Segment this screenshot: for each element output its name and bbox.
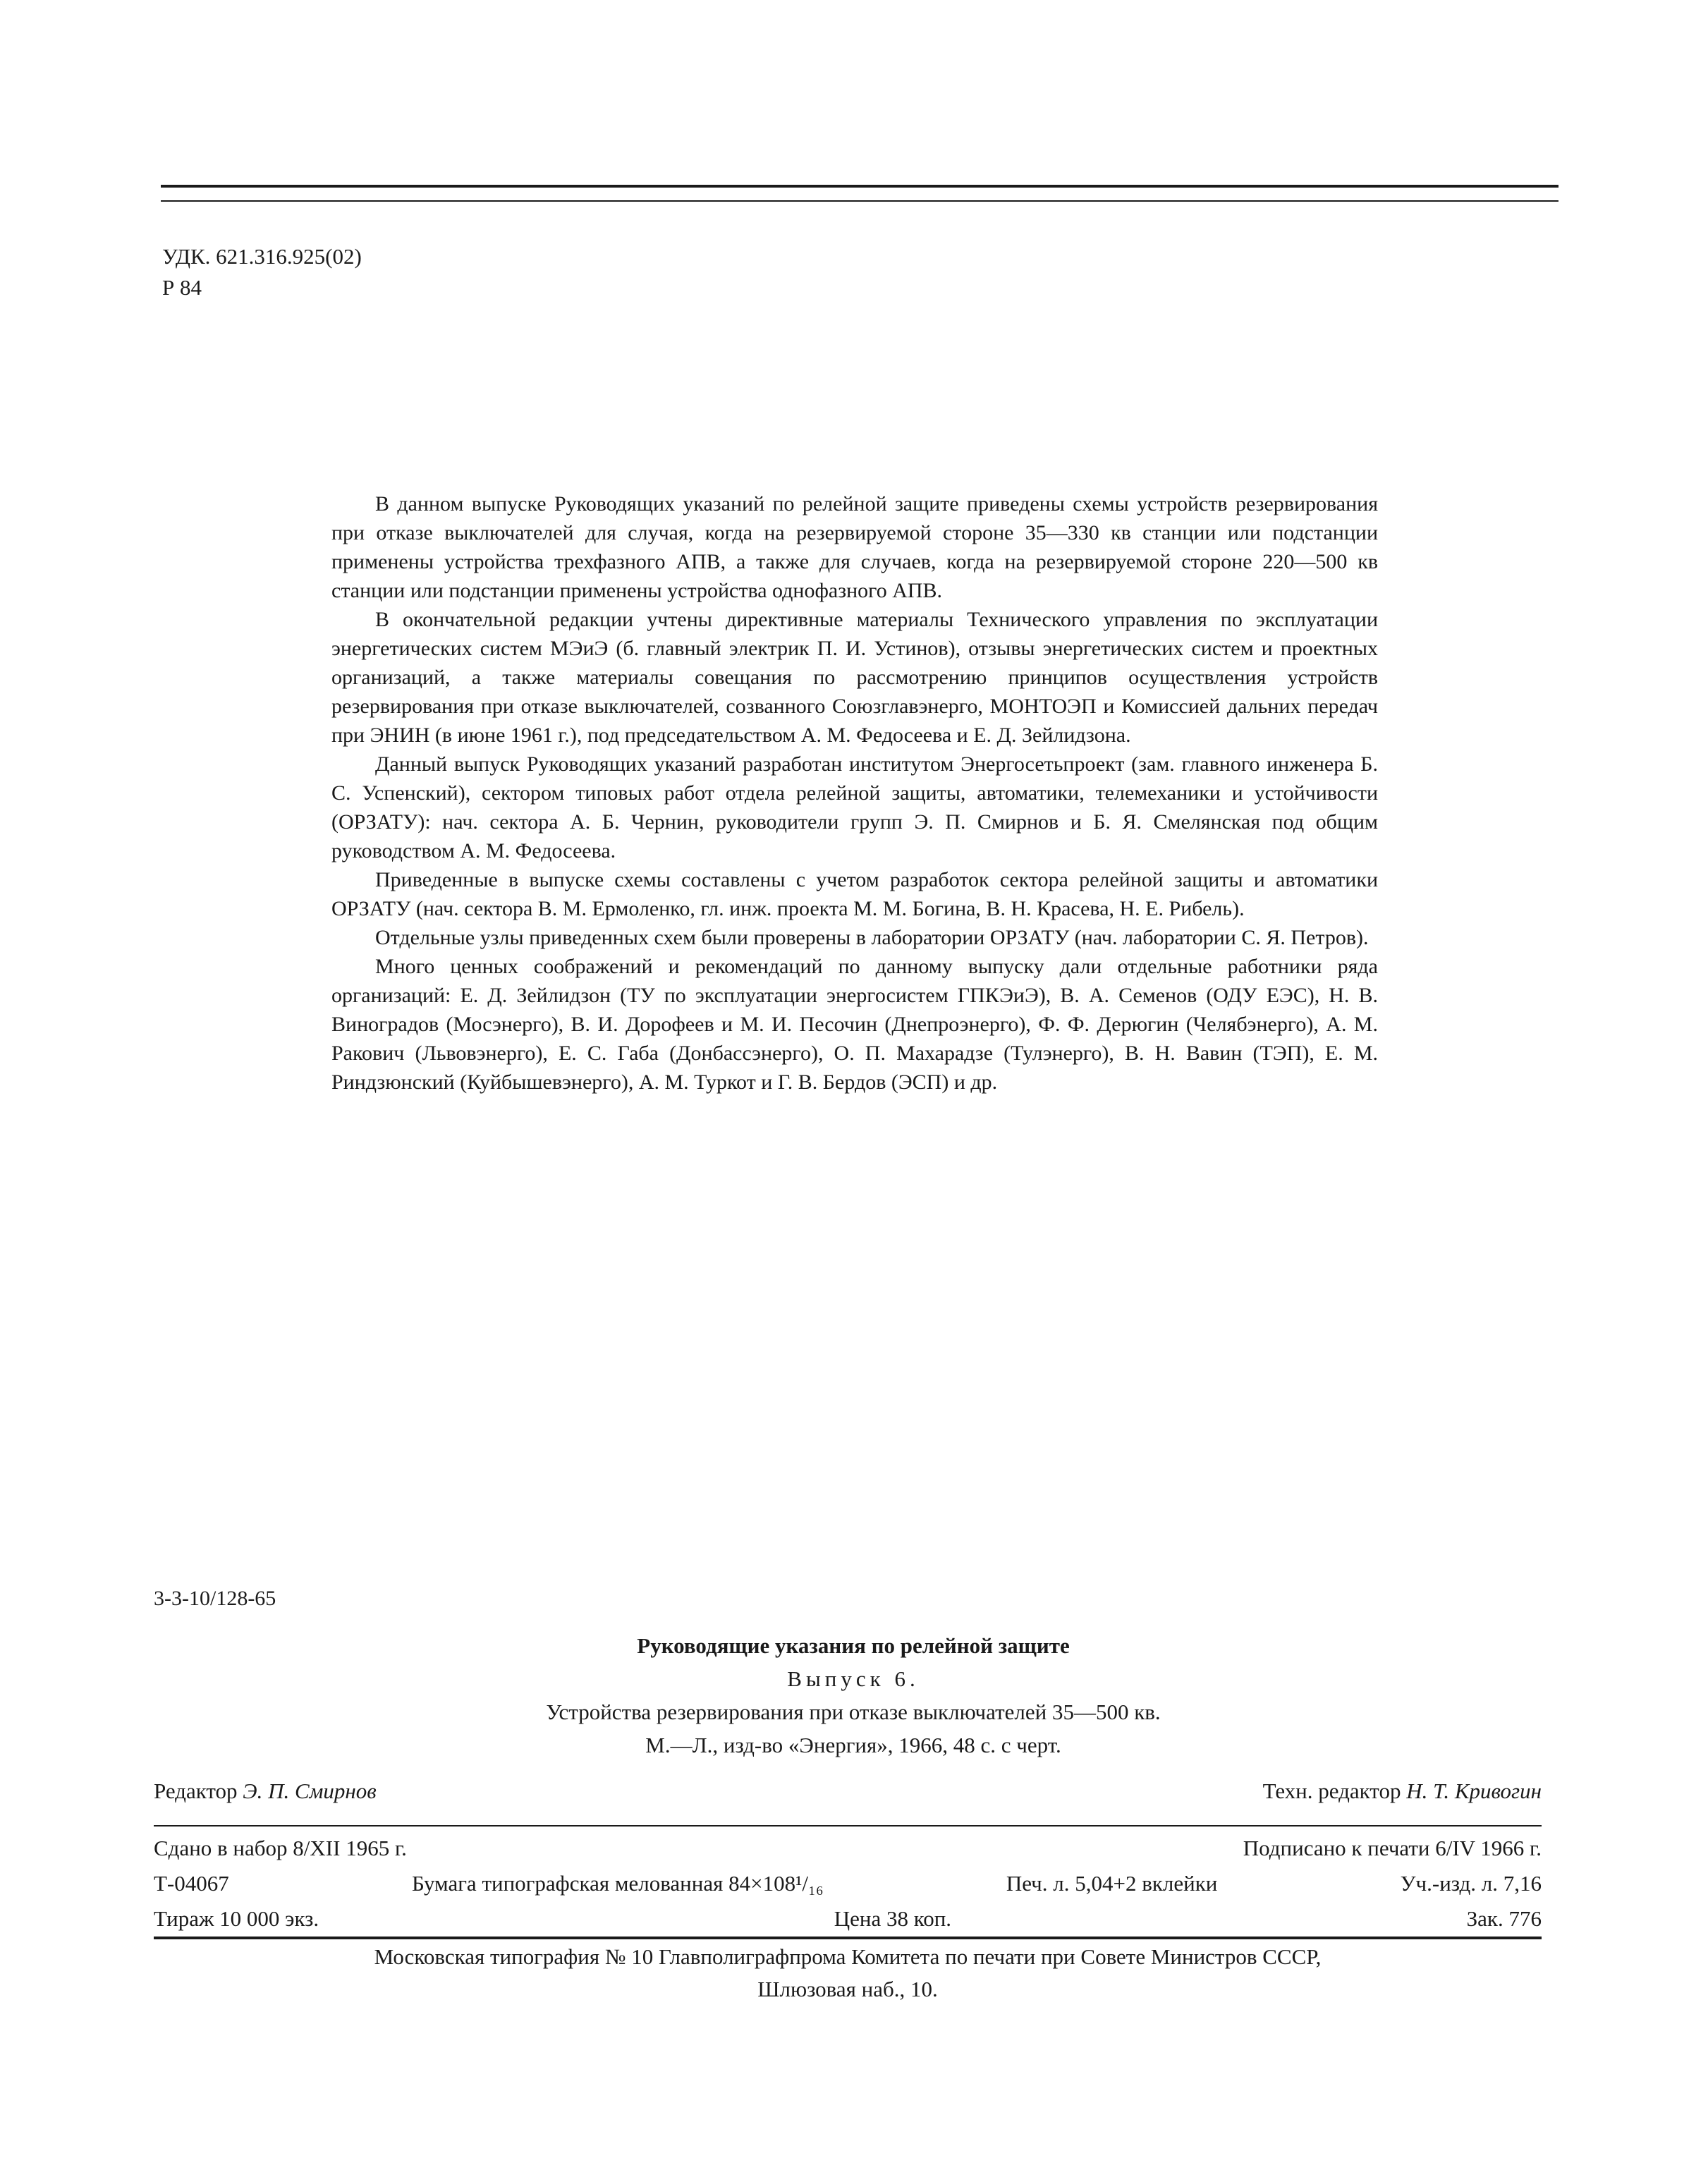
preface-text [331,489,1378,1097]
order-code: Т-04067 [154,1871,229,1896]
paper-info: Бумага типографская мелованная 84×108¹/₁₆ [411,1871,824,1896]
imprint-row [154,1831,1542,1866]
publisher-sheets: Уч.-изд. л. 7,16 [1400,1871,1542,1896]
preface-paragraph: Данный выпуск Руководящих указаний разработан институтом Энергосетьпроект (зам. главного инженера Б. С. Успенский), сектором типовых работ отдела релейной защиты, автоматики, телемеханики и устойчивости (ОРЗАТУ): нач. сектора А. Б. Чернин, руководители групп Э. П. Смирнов и Б. Я. Смелянская под общим руководством А. М. Федосеева. [331,752,1378,862]
editor [154,1779,377,1804]
imprint-row [154,1901,1542,1937]
preface-paragraph: Приведенные в выпуске схемы составлены с учетом разработок сектора релейной защиты и автоматики ОРЗАТУ (нач. сектора В. М. Ермоленко, гл. инж. проекта М. М. Богина, В. Н. Красева, Н. Е. Рибель). [331,868,1378,920]
top-rule-thin [161,200,1558,202]
tech-editor-label: Техн. редактор [1262,1779,1401,1803]
catalog-code: 3-3-10/128-65 [154,1587,276,1610]
editors-line [154,1779,1542,1804]
imprint-row [154,1866,1542,1901]
book-title: Руководящие указания по релейной защите [637,1633,1070,1658]
printer-name: Московская типография № 10 Главполиграфпрома Комитета по печати при Совете Министров СССР, [374,1944,1322,1969]
udk-code: УДК. 621.316.925(02) [162,244,362,269]
signed-date: Подписано к печати 6/IV 1966 г. [1243,1836,1542,1860]
preface-paragraph: Отдельные узлы приведенных схем были проверены в лаборатории ОРЗАТУ (нач. лаборатории С. Я. Петров). [375,926,1369,949]
tech-editor-name: Н. Т. Кривогин [1406,1779,1542,1803]
printer-block [154,1941,1542,2006]
preface-paragraph: В окончательной редакции учтены директивные материалы Технического управления по эксплуатации энергетических систем МЭиЭ (б. главный электрик П. И. Устинов), отзывы энергетических систем и проектных организаций, а также материалы совещания по рассмотрению принципов осуществления устройств резервирования при отказе выключателей, созванного Союзглавэнерго, МОНТОЭП и Комиссией дальних передач при ЭНИН (в июне 1961 г.), под председательством А. М. Федосеева и Е. Д. Зейлидзона. [331,608,1378,747]
book-subtitle: Устройства резервирования при отказе выключателей 35—500 кв. [546,1700,1161,1724]
typesetting-date: Сдано в набор 8/XII 1965 г. [154,1836,407,1860]
bibliographic-record [212,1629,1495,1762]
preface-paragraph: В данном выпуске Руководящих указаний по релейной защите приведены схемы устройств резервирования при отказе выключателей для случая, когда на резервируемой стороне 35—330 кв станции или подстанции применены устройства трехфазного АПВ, а также для случаев, когда на резервируемой стороне 220—500 кв станции или подстанции применены устройства однофазного АПВ. [331,492,1378,602]
printer-address: Шлюзовая наб., 10. [757,1977,938,2001]
preface-paragraph: Много ценных соображений и рекомендаций по данному выпуску дали отдельные работники ряда организаций: Е. Д. Зейлидзон (ТУ по эксплуатации энергосистем ГПКЭиЭ), В. А. Семенов (ОДУ ЕЭС), Н. В. Виноградов (Мосэнерго), В. И. Дорофеев и М. И. Песочин (Днепроэнерго), Ф. Ф. Дерюгин (Челябэнерго), А. М. Ракович (Львовэнерго), Е. С. Габа (Донбассэнерго), О. П. Махарадзе (Тулэнерго), В. Н. Вавин (ТЭП), Е. М. Риндзюнский (Куйбышевэнерго), А. М. Туркот и Г. В. Бердов (ЭСП) и др. [331,955,1378,1094]
issue-number: Выпуск 6. [787,1666,920,1691]
publisher-line: М.—Л., изд-во «Энергия», 1966, 48 с. с черт. [645,1733,1061,1757]
print-run: Тираж 10 000 экз. [154,1906,319,1931]
order-number: Зак. 776 [1466,1906,1542,1931]
editor-name: Э. П. Смирнов [243,1779,377,1803]
print-sheets: Печ. л. 5,04+2 вклейки [1006,1871,1218,1896]
udk-block [162,241,362,303]
class-code: Р 84 [162,275,202,300]
printer-rule [154,1937,1542,1939]
editor-label: Редактор [154,1779,238,1803]
price: Цена 38 коп. [834,1906,952,1931]
tech-editor [1263,1779,1542,1804]
imprint-rule [154,1825,1542,1826]
imprint-block [154,1831,1542,1937]
top-rule-thick [161,185,1558,188]
